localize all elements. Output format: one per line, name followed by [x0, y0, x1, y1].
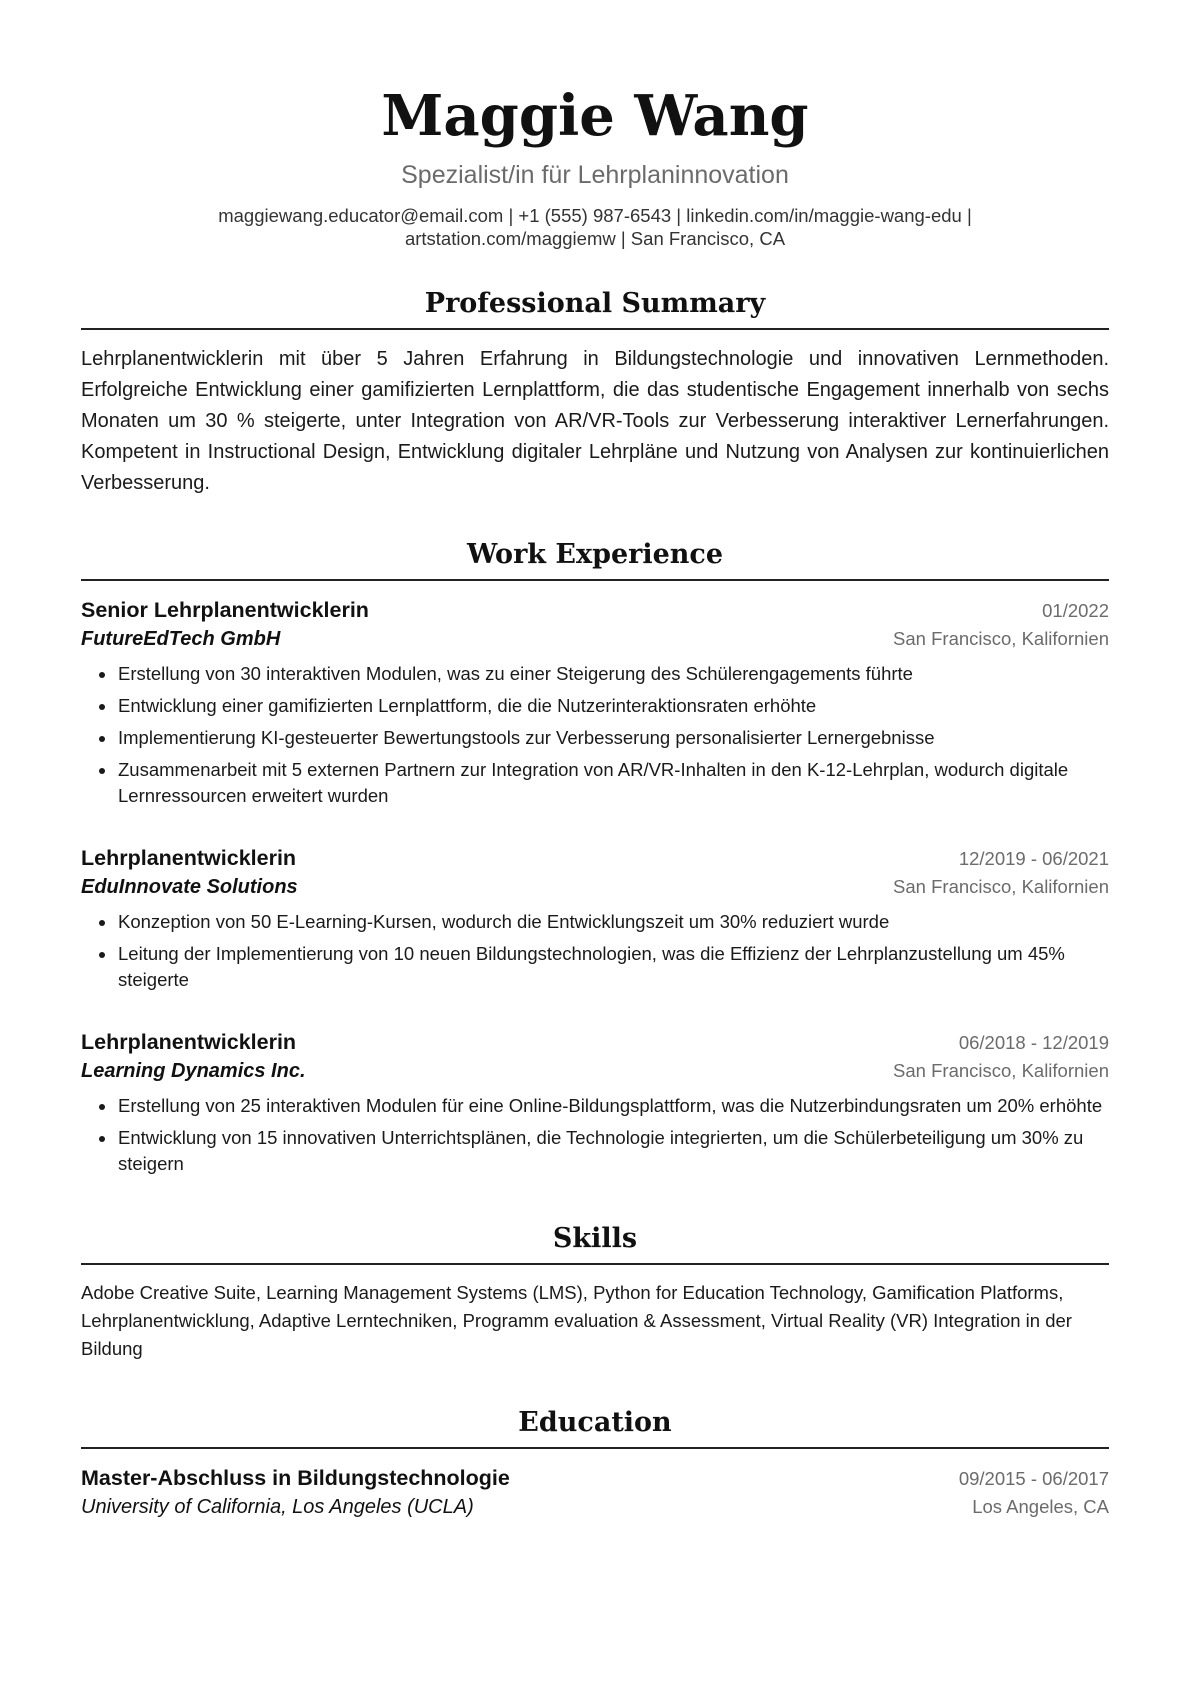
company-name: FutureEdTech GmbH	[81, 628, 281, 650]
resume-header	[81, 0, 1109, 250]
summary-text: Lehrplanentwicklerin mit über 5 Jahren Erfahrung in Bildungstechnologie und innovativen Lernmethoden. Erfolgreiche Entwicklung einer gamifizierten Lernplattform, die das studentische Engagement innerhalb von sechs Monaten um 30 % steigerte, unter Integration von AR/VR-Tools zur Verbesserung interaktiver Lernerfahrungen. Kompetent in Instructional Design, Entwicklung digitaler Lehrpläne und Nutzung von Analysen zur kontinuierlichen Verbesserung.	[81, 348, 1109, 494]
experience-heading: Work Experience	[81, 539, 1109, 581]
job-location: San Francisco, Kalifornien	[893, 628, 1109, 649]
candidate-title: Spezialist/in für Lehrplaninnovation	[401, 161, 789, 189]
bullet-item: • Leitung der Implementierung von 10 neuen Bildungstechnologien, was die Effizienz der Lehrplanzustellung um 45% steigerte	[117, 941, 1109, 993]
bullet-item: • Erstellung von 30 interaktiven Modulen, was zu einer Steigerung des Schülerengagements führte	[117, 661, 1109, 687]
skills-text: Adobe Creative Suite, Learning Management Systems (LMS), Python for Education Technology, Gamification Platforms, Lehrplanentwicklung, Adaptive Lerntechniken, Programm evaluation & Assessment, Virtual Reality (VR) Integration in der Bildung	[81, 1282, 1072, 1359]
bullet-item: • Konzeption von 50 E-Learning-Kursen, wodurch die Entwicklungszeit um 30% reduziert wurde	[117, 909, 1109, 935]
education-heading: Education	[81, 1407, 1109, 1449]
summary-section	[81, 288, 1109, 499]
job-date: 01/2022	[1042, 600, 1109, 621]
contact-line-2: artstation.com/maggiemw | San Francisco, CA	[404, 228, 786, 249]
job-location: San Francisco, Kalifornien	[893, 1060, 1109, 1081]
job-title: Senior Lehrplanentwicklerin	[81, 598, 369, 622]
contact-line-1: maggiewang.educator@email.com | +1 (555) 987-6543 | linkedin.com/in/maggie-wang-edu |	[218, 205, 972, 226]
job-bullets	[81, 1093, 1109, 1177]
job-date: 12/2019 - 06/2021	[958, 848, 1109, 869]
job-entry	[81, 843, 1109, 993]
job-entry	[81, 1027, 1109, 1177]
experience-section	[81, 539, 1109, 1177]
job-bullets	[81, 661, 1109, 809]
job-title: Lehrplanentwicklerin	[81, 846, 297, 870]
education-entry	[81, 1463, 1109, 1521]
job-title: Lehrplanentwicklerin	[81, 1030, 297, 1054]
summary-heading: Professional Summary	[81, 288, 1109, 330]
bullet-item: • Erstellung von 25 interaktiven Modulen für eine Online-Bildungsplattform, was die Nutzerbindungsraten um 20% erhöhte	[117, 1093, 1109, 1119]
company-name: EduInnovate Solutions	[81, 876, 298, 898]
school-location: Los Angeles, CA	[972, 1496, 1109, 1517]
job-date: 06/2018 - 12/2019	[958, 1032, 1109, 1053]
education-date: 09/2015 - 06/2017	[958, 1468, 1109, 1489]
job-bullets	[81, 909, 1109, 993]
candidate-name: Maggie Wang	[381, 83, 809, 149]
job-entry	[81, 595, 1109, 809]
bullet-item: • Entwicklung von 15 innovativen Unterrichtsplänen, die Technologie integrierten, um die Schülerbeteiligung um 30% zu steigern	[117, 1125, 1109, 1177]
contact-info	[155, 204, 1035, 250]
company-name: Learning Dynamics Inc.	[81, 1060, 306, 1082]
job-location: San Francisco, Kalifornien	[893, 876, 1109, 897]
skills-heading: Skills	[81, 1223, 1109, 1265]
degree-title: Master-Abschluss in Bildungstechnologie	[81, 1466, 510, 1490]
school-name: University of California, Los Angeles (UCLA)	[81, 1496, 474, 1518]
skills-section	[81, 1223, 1109, 1363]
bullet-item: • Zusammenarbeit mit 5 externen Partnern zur Integration von AR/VR-Inhalten in den K-12-Lehrplan, wodurch digitale Lernressourcen erweitert wurden	[117, 757, 1109, 809]
bullet-item: • Entwicklung einer gamifizierten Lernplattform, die die Nutzerinteraktionsraten erhöhte	[117, 693, 1109, 719]
education-section	[81, 1407, 1109, 1521]
bullet-item: • Implementierung KI-gesteuerter Bewertungstools zur Verbesserung personalisierter Lernergebnisse	[117, 725, 1109, 751]
